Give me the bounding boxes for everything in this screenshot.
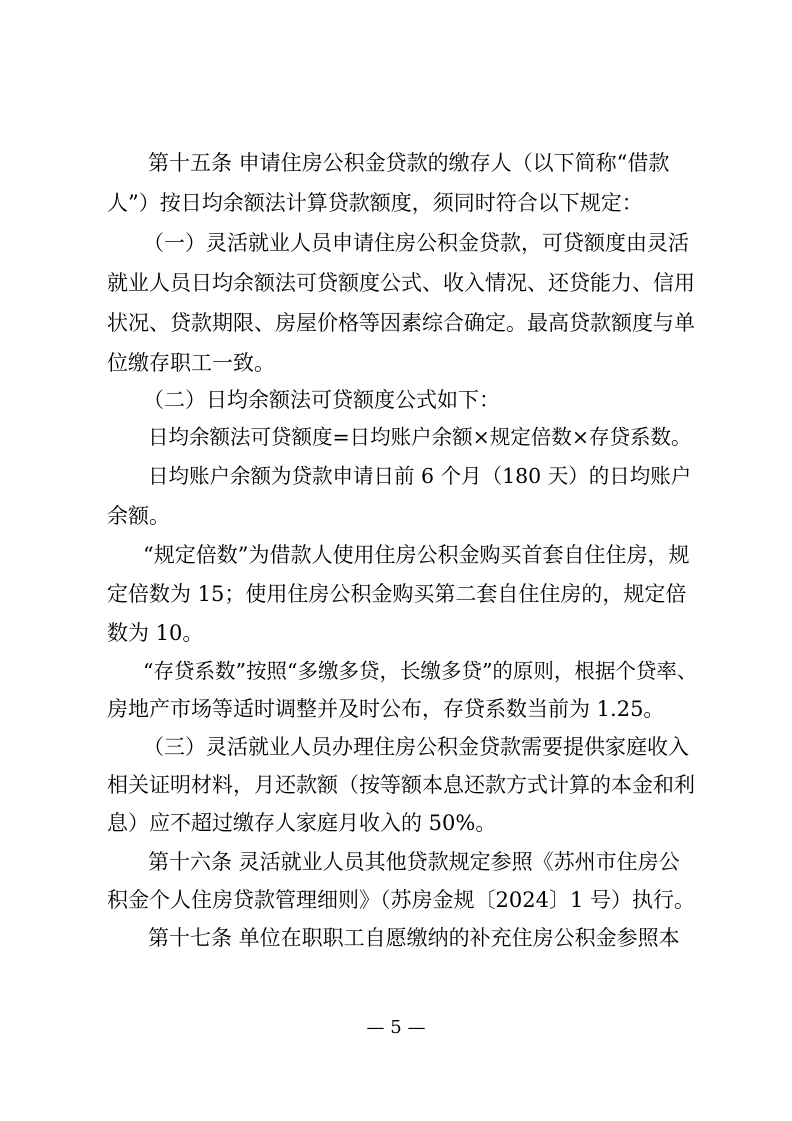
text-line: 第十七条 单位在职职工自愿缴纳的补充住房公积金参照本 [148, 926, 680, 950]
text-line: 位缴存职工一致。 [107, 351, 275, 375]
text-line: 定倍数为 15；使用住房公积金购买第二套自住住房的，规定倍 [107, 582, 687, 606]
text-line: 息）应不超过缴存人家庭月收入的 50%。 [107, 811, 497, 835]
text-line: “存贷系数”按照“多缴多贷，长缴多贷”的原则，根据个贷率、 [143, 659, 698, 683]
text-line: 数为 10。 [107, 621, 204, 645]
text-line: 积金个人住房贷款管理细则》（苏房金规〔2024〕1 号）执行。 [107, 888, 695, 912]
text-line: 房地产市场等适时调整并及时公布，存贷系数当前为 1.25。 [107, 697, 665, 721]
text-line: “规定倍数”为借款人使用住房公积金购买首套自住住房，规 [143, 543, 690, 567]
text-line: 第十五条 申请住房公积金贷款的缴存人（以下简称“借款 [148, 151, 670, 175]
text-line: 状况、贷款期限、房屋价格等因素综合确定。最高贷款额度与单 [107, 311, 695, 335]
text-line: 日均余额法可贷额度=日均账户余额×规定倍数×存贷系数。 [148, 425, 692, 449]
text-line: （二）日均余额法可贷额度公式如下： [143, 388, 500, 412]
text-line: 第十六条 灵活就业人员其他贷款规定参照《苏州市住房公 [148, 850, 680, 874]
text-line: 余额。 [107, 504, 170, 528]
text-line: 相关证明材料，月还款额（按等额本息还款方式计算的本金和利 [107, 773, 695, 797]
page-number: — 5 — [366, 1017, 426, 1038]
text-line: 人”）按日均余额法计算贷款额度，须同时符合以下规定： [107, 191, 643, 215]
text-line: （三）灵活就业人员办理住房公积金贷款需要提供家庭收入 [143, 735, 689, 759]
text-line: 日均账户余额为贷款申请日前 6 个月（180 天）的日均账户 [148, 464, 692, 488]
text-line: 就业人员日均余额法可贷额度公式、收入情况、还贷能力、信用 [107, 271, 695, 295]
text-line: （一）灵活就业人员申请住房公积金贷款，可贷额度由灵活 [143, 231, 689, 255]
